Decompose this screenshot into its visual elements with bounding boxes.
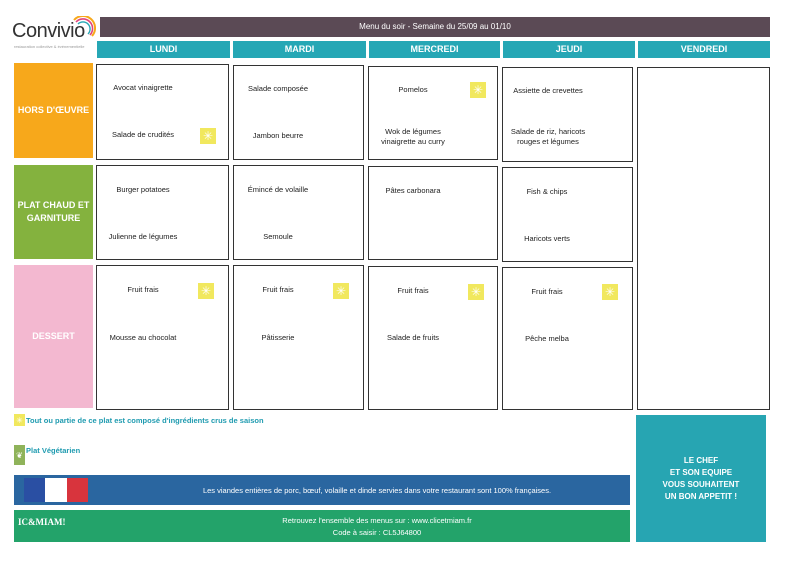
- cell-mercredi-hors: [368, 66, 498, 160]
- cell-mardi-dessert: [233, 265, 364, 410]
- clicetmiam-logo: IC&MIAM!: [18, 517, 66, 527]
- seasonal-sun-icon: ✳: [198, 283, 214, 299]
- dish: Fish & chips: [526, 187, 568, 196]
- seasonal-legend-icon: ✳: [14, 414, 25, 426]
- dish: Assiette de crevettes: [513, 86, 583, 95]
- cell-mercredi-dessert: [368, 266, 498, 410]
- clicetmiam-banner: [14, 510, 630, 542]
- seasonal-sun-icon: ✳: [602, 284, 618, 300]
- dish: Salade composée: [247, 84, 309, 93]
- cell-jeudi-plat: [502, 167, 633, 262]
- dish: Fruit frais: [262, 285, 294, 294]
- dish: Pomelos: [398, 85, 428, 94]
- chef-line: UN BON APPETIT !: [664, 491, 738, 501]
- dish: Wok de légumes vinaigrette au curry: [381, 127, 445, 147]
- chef-message: [636, 415, 766, 542]
- dish: Pêche melba: [525, 334, 569, 343]
- code-line: Code à saisir : CL5J64800: [332, 528, 422, 537]
- dish: Haricots verts: [524, 234, 570, 243]
- dish: Fruit frais: [127, 285, 159, 294]
- dish: Semoule: [263, 232, 293, 241]
- day-header-jeudi: JEUDI: [503, 41, 635, 58]
- french-flag-animals-icon: [24, 478, 88, 502]
- french-meat-banner: [14, 475, 630, 505]
- day-header-mardi: MARDI: [233, 41, 366, 58]
- cell-mardi-plat: [233, 165, 364, 260]
- day-header-vendredi: VENDREDI: [638, 41, 770, 58]
- cell-lundi-hors: [96, 64, 229, 160]
- seasonal-sun-icon: ✳: [200, 128, 216, 144]
- cell-mercredi-plat: [368, 166, 498, 260]
- dish: Salade de crudités: [111, 130, 175, 139]
- chef-line: VOUS SOUHAITENT: [662, 479, 740, 489]
- chef-line: LE CHEF: [683, 455, 719, 465]
- cell-lundi-dessert: [96, 265, 229, 410]
- cell-mardi-hors: [233, 65, 364, 160]
- legend-vegetarian: Plat Végétarien: [26, 446, 81, 455]
- french-meat-text: Les viandes entières de porc, bœuf, volaille et dinde servies dans votre restaurant sont 100% françaises.: [202, 486, 552, 495]
- seasonal-sun-icon: ✳: [333, 283, 349, 299]
- seasonal-sun-icon: ✳: [468, 284, 484, 300]
- dish: Fruit frais: [397, 286, 429, 295]
- dish: Pâtisserie: [261, 333, 295, 342]
- row-label-hors-doeuvre: HORS D'ŒUVRE: [14, 63, 93, 158]
- cell-lundi-plat: [96, 165, 229, 260]
- dish: Pâtes carbonara: [385, 186, 441, 195]
- row-label-dessert: DESSERT: [14, 265, 93, 408]
- dish: Mousse au chocolat: [109, 333, 177, 342]
- convivio-logo: [12, 14, 97, 50]
- dish: Julienne de légumes: [108, 232, 178, 241]
- dish: Burger potatoes: [116, 185, 170, 194]
- cell-jeudi-dessert: [502, 267, 633, 410]
- vegetarian-legend-icon: ❦: [14, 445, 25, 465]
- dish: Salade de riz, haricots rouges et légumes: [510, 127, 586, 147]
- day-header-lundi: LUNDI: [97, 41, 230, 58]
- logo-text: Convivio: [12, 20, 85, 42]
- row-label-plat-chaud: PLAT CHAUD ET GARNITURE: [14, 165, 93, 259]
- dish: Fruit frais: [531, 287, 563, 296]
- cell-jeudi-hors: [502, 67, 633, 162]
- chef-line: ET SON EQUIPE: [669, 467, 733, 477]
- cell-vendredi: [637, 67, 770, 410]
- website-line: Retrouvez l'ensemble des menus sur : www.clicetmiam.fr: [282, 516, 472, 525]
- dish: Jambon beurre: [252, 131, 304, 140]
- day-header-mercredi: MERCREDI: [369, 41, 500, 58]
- legend-seasonal: Tout ou partie de ce plat est composé d'ingrédients crus de saison: [26, 416, 264, 425]
- logo-arc-icon: [70, 16, 96, 42]
- dish: Salade de fruits: [386, 333, 440, 342]
- logo-tagline: restauration collective & événementielle: [14, 44, 85, 49]
- dish: Avocat vinaigrette: [113, 83, 173, 92]
- seasonal-sun-icon: ✳: [470, 82, 486, 98]
- menu-title: Menu du soir - Semaine du 25/09 au 01/10: [100, 17, 770, 37]
- dish: Émincé de volaille: [247, 185, 309, 194]
